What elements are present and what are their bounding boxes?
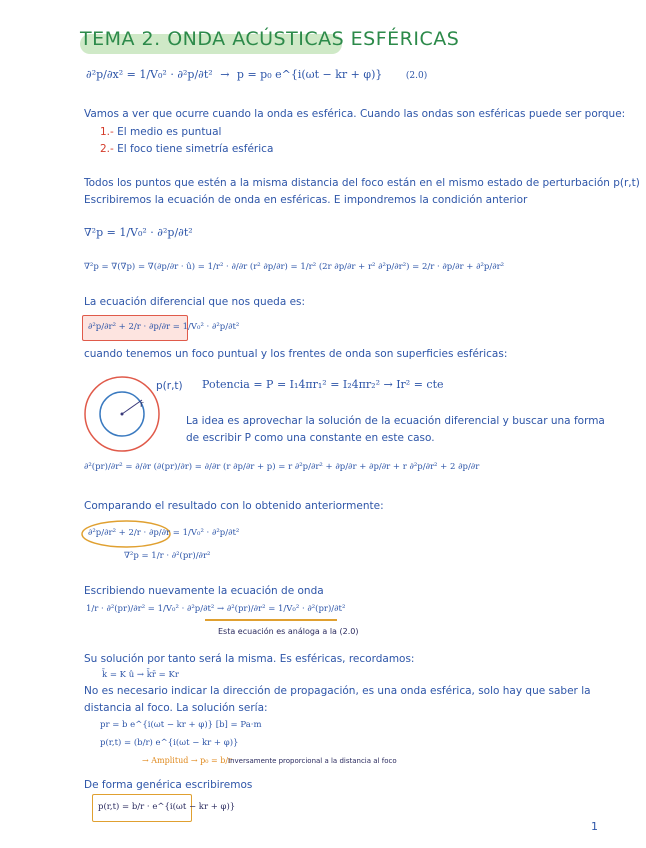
solution-eq2: p(r,t) = (b/r) e^{i(ωt − kr + φ)} — [100, 738, 239, 748]
power-equation: Potencia = P = I₁4πr₁² = I₂4πr₂² → Ir² = cte — [202, 378, 444, 391]
source-point — [121, 413, 124, 416]
solution-text: Su solución por tanto será la misma. Es esféricas, recordamos: — [84, 653, 415, 665]
no-need-line1: No es necesario indicar la dirección de propagación, es una onda esférica, solo hay que saber la — [84, 685, 591, 697]
eq1-rhs: p = p₀ e^{i(ωt − kr + φ)} — [236, 68, 383, 81]
para2-line1: Todos los puntos que estén a la misma distancia del foco están en el mismo estado de perturbación p(r,t) — [84, 177, 640, 189]
laplace-eq: ∇²p = 1/V₀² · ∂²p/∂t² — [84, 226, 193, 239]
eq1-arrow: → — [220, 68, 230, 81]
point-source-text: cuando tenemos un foco puntual y los frentes de onda son superficies esféricas: — [84, 348, 508, 360]
reason-1-num: 1.- — [100, 126, 114, 138]
idea-line1: La idea es aprovechar la solución de la ecuación diferencial y buscar una forma — [186, 415, 605, 427]
generic-text: De forma genérica escribiremos — [84, 779, 253, 791]
rewrite-equation: 1/r · ∂²(pr)/∂r² = 1/V₀² · ∂²p/∂t² → ∂²(pr)/∂r² = 1/V₀² · ∂²(pr)/∂t² — [86, 604, 346, 614]
solution-eq1: pr = b e^{i(ωt − kr + φ)} [b] = Pa·m — [100, 720, 262, 730]
analog-note: Esta ecuación es análoga a la (2.0) — [218, 627, 359, 636]
idea-line2: de escribir P como una constante en este caso. — [186, 432, 435, 444]
no-need-line2: distancia al foco. La solución sería: — [84, 702, 268, 714]
rewrite-text: Escribiendo nuevamente la ecuación de onda — [84, 585, 324, 597]
eq1-ref: (2.0) — [405, 71, 428, 81]
diagram-label: p(r,t) — [156, 380, 183, 392]
page-number: 1 — [591, 820, 598, 833]
reason-1-text: El medio es puntual — [117, 126, 222, 138]
amplitude-note: → Amplitud → p₀ = b/r — [142, 756, 232, 765]
final-equation: p(r,t) = b/r · e^{i(ωt − kr + φ)} — [98, 802, 236, 812]
k-equation: k̄ = K û → k̄r̄ = Kr — [102, 670, 179, 680]
radius-line — [122, 400, 142, 414]
reason-2-text: El foco tiene simetría esférica — [117, 143, 274, 155]
title-block — [80, 28, 459, 50]
diff-eq-label: La ecuación diferencial que nos queda es: — [84, 296, 306, 308]
reason-2-num: 2.- — [100, 143, 114, 155]
rewrite-underline — [205, 619, 337, 621]
eq1-lhs: ∂²p/∂x² = 1/V₀² · ∂²p/∂t² — [86, 68, 213, 81]
compare-eq2: ∇²p = 1/r · ∂²(pr)/∂r² — [124, 551, 211, 561]
page-title: TEMA 2. ONDA ACÚSTICAS ESFÉRICAS — [80, 28, 460, 50]
reason-1 — [100, 126, 221, 138]
wave-equation — [86, 68, 427, 81]
pr-derivation: ∂²(pr)/∂r² = ∂/∂r (∂(pr)/∂r) = ∂/∂r (r ∂p/∂r + p) = r ∂²p/∂r² + ∂p/∂r + ∂p/∂r + r ∂²p/∂r² + 2 ∂p/∂r — [84, 462, 480, 472]
spherical-wave-diagram — [82, 374, 162, 454]
compare-eq1: ∂²p/∂r² + 2/r · ∂p/∂r = 1/V₀² · ∂²p/∂t² — [88, 528, 240, 538]
intro-text: Vamos a ver que ocurre cuando la onda es esférica. Cuando las ondas son esféricas puede ser porque: — [84, 108, 626, 120]
compare-text: Comparando el resultado con lo obtenido anteriormente: — [84, 500, 384, 512]
reason-2 — [100, 143, 273, 155]
amplitude-desc: Inversamente proporcional a la distancia al foco — [228, 757, 397, 765]
diff-eq-boxed: ∂²p/∂r² + 2/r · ∂p/∂r = 1/V₀² · ∂²p/∂t² — [88, 322, 240, 332]
diagram-r-label: r — [140, 400, 144, 410]
laplace-expansion: ∇²p = ∇(∇p) = ∇(∂p/∂r · û) = 1/r² · ∂/∂r (r² ∂p/∂r) = 1/r² (2r ∂p/∂r + r² ∂²p/∂r²) = 2/r · ∂p/∂r + ∂²p/∂r² — [84, 262, 505, 272]
para2-line2: Escribiremos la ecuación de onda en esféricas. E impondremos la condición anterior — [84, 194, 528, 206]
